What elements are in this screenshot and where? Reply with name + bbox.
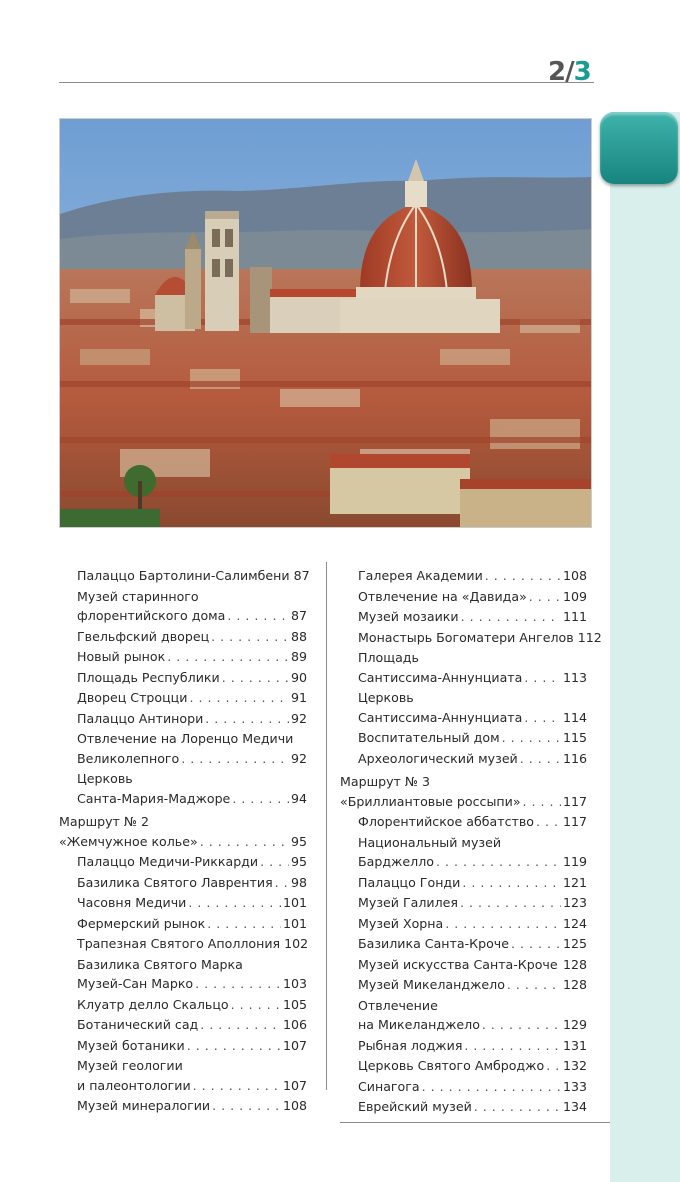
toc-page-number: 103 bbox=[282, 976, 307, 991]
toc-page-number: 116 bbox=[562, 750, 587, 766]
dot-leader bbox=[211, 627, 289, 647]
toc-entry-title: Музей искусства Санта-Кроче bbox=[358, 956, 558, 972]
header-rule bbox=[59, 82, 594, 83]
dot-leader bbox=[200, 1015, 281, 1035]
toc-entry[interactable] bbox=[340, 1056, 587, 1076]
toc-page-number: 124 bbox=[562, 915, 587, 931]
toc-entry-title: Отвлечение на «Давида» bbox=[358, 588, 527, 604]
toc-entry[interactable] bbox=[340, 975, 587, 995]
florence-cathedral-photo bbox=[59, 118, 592, 528]
dot-leader bbox=[560, 955, 561, 975]
toc-entry-title: Часовня Медичи bbox=[77, 895, 187, 910]
toc-page-number: 121 bbox=[562, 874, 587, 890]
chapter-tab[interactable] bbox=[600, 112, 678, 184]
toc-entry-title: Галерея Академии bbox=[358, 568, 483, 583]
toc-entry[interactable] bbox=[59, 852, 307, 872]
toc-entry-title: Палаццо Бартолини-Салимбени bbox=[77, 568, 290, 583]
toc-page-number: 87 bbox=[293, 568, 310, 583]
toc-page-number: 101 bbox=[282, 915, 307, 931]
column-divider bbox=[326, 562, 327, 1090]
toc-page-number: 105 bbox=[282, 996, 307, 1012]
dot-leader bbox=[529, 587, 561, 607]
toc-entry-title: Дворец Строцци bbox=[77, 690, 188, 705]
toc-entry[interactable] bbox=[340, 873, 587, 893]
toc-entry-title: Рыбная лоджия bbox=[358, 1037, 463, 1053]
toc-page-number: 94 bbox=[290, 790, 307, 806]
dot-leader bbox=[485, 566, 561, 586]
dot-leader bbox=[232, 789, 289, 809]
toc-page-number: 89 bbox=[290, 649, 307, 664]
dot-leader bbox=[193, 1076, 281, 1096]
toc-entry-title: Флорентийское аббатство bbox=[358, 814, 534, 829]
toc-entry-title-line: Национальный музей bbox=[358, 834, 502, 850]
dot-leader bbox=[187, 1036, 281, 1056]
toc-entry-title: Музей минералогии bbox=[77, 1098, 211, 1113]
dot-leader bbox=[436, 852, 561, 872]
dot-leader bbox=[460, 893, 561, 913]
toc-entry-title: «Жемчужное колье» bbox=[59, 833, 198, 849]
toc-entry-title: Еврейский музей bbox=[358, 1099, 472, 1114]
side-strip bbox=[610, 112, 680, 1182]
toc-entry[interactable] bbox=[59, 1096, 307, 1116]
toc-entry[interactable] bbox=[340, 648, 587, 687]
dot-leader bbox=[546, 1056, 561, 1076]
toc-entry-title: флорентийского дома bbox=[77, 608, 226, 623]
toc-entry-title: Музей-Сан Марко bbox=[77, 976, 194, 991]
dot-leader bbox=[275, 873, 289, 893]
toc-entry[interactable] bbox=[340, 955, 587, 975]
dot-leader bbox=[507, 975, 561, 995]
toc-entry[interactable] bbox=[340, 749, 587, 769]
toc-page-number: 133 bbox=[562, 1078, 587, 1094]
toc-entry[interactable] bbox=[340, 893, 587, 913]
dot-leader bbox=[461, 607, 561, 627]
toc-entry[interactable] bbox=[340, 1077, 587, 1097]
toc-entry-title: Монастырь Богоматери Ангелов bbox=[358, 629, 574, 645]
toc-entry-title: Музей Микеланджело bbox=[358, 977, 505, 992]
toc-page-number: 129 bbox=[562, 1017, 587, 1032]
toc-page-number: 128 bbox=[562, 977, 587, 992]
toc-entry-title: на Микеланджело bbox=[358, 1017, 480, 1032]
toc-entry[interactable] bbox=[340, 628, 602, 648]
toc-page-number: 132 bbox=[562, 1058, 587, 1073]
toc-entry-title-line: Музей старинного bbox=[77, 588, 199, 604]
dot-leader bbox=[200, 832, 289, 852]
dot-leader bbox=[474, 1097, 561, 1117]
dot-leader bbox=[260, 852, 289, 872]
toc-entry-title: Палаццо Антинори bbox=[77, 710, 204, 726]
toc-entry-title: Церковь Святого Амброджо bbox=[358, 1058, 545, 1073]
toc-page-number: 101 bbox=[282, 895, 307, 910]
toc-page-number: 117 bbox=[562, 814, 587, 829]
current-page: 2 bbox=[548, 57, 566, 87]
dot-leader bbox=[227, 606, 289, 626]
toc-entry[interactable] bbox=[59, 627, 307, 647]
toc-page-number: 107 bbox=[282, 1077, 307, 1093]
toc-page-number: 107 bbox=[282, 1037, 307, 1053]
toc-entry-title: Музей Хорна bbox=[358, 915, 444, 931]
toc-page-number: 108 bbox=[282, 1098, 307, 1113]
toc-entry[interactable] bbox=[59, 873, 307, 893]
toc-page-number: 109 bbox=[562, 588, 587, 604]
toc-entry-title: Воспитательный дом bbox=[358, 730, 500, 745]
dot-leader bbox=[520, 749, 561, 769]
toc-entry-title: Археологический музей bbox=[358, 750, 518, 766]
toc-left-column bbox=[59, 566, 310, 1117]
toc-page-number: 119 bbox=[562, 854, 587, 869]
toc-entry-title: Фермерский рынок bbox=[77, 915, 206, 931]
toc-entry-title: Клуатр делло Скальцо bbox=[77, 996, 229, 1012]
footer-rule bbox=[340, 1122, 610, 1123]
toc-entry[interactable] bbox=[59, 1015, 307, 1035]
dot-leader bbox=[195, 974, 281, 994]
toc-entry-title: Базилика Святого Лаврентия bbox=[77, 874, 273, 890]
toc-entry-title: «Бриллиантовые россыпи» bbox=[340, 793, 521, 809]
toc-entry-title: Санта-Мария-Маджоре bbox=[77, 790, 231, 806]
toc-page-number: 112 bbox=[577, 629, 602, 645]
toc-page-number: 98 bbox=[290, 874, 307, 890]
toc-page-number: 125 bbox=[562, 936, 587, 951]
toc-page-number: 87 bbox=[290, 608, 307, 623]
toc-page-number: 111 bbox=[562, 609, 587, 624]
dot-leader bbox=[231, 995, 281, 1015]
toc-entry-title: Палаццо Медичи-Риккарди bbox=[77, 854, 259, 869]
dot-leader bbox=[536, 812, 561, 832]
toc-entry[interactable] bbox=[340, 566, 587, 586]
dot-leader bbox=[524, 668, 561, 688]
toc-entry[interactable] bbox=[59, 668, 307, 688]
dot-leader bbox=[188, 893, 281, 913]
toc-page-number: 102 bbox=[284, 936, 309, 951]
toc-page-number: 90 bbox=[290, 669, 307, 685]
toc-entry[interactable] bbox=[59, 688, 307, 708]
dot-leader bbox=[502, 728, 561, 748]
toc-entry-title-line: Площадь bbox=[358, 650, 419, 665]
toc-entry[interactable] bbox=[59, 729, 307, 768]
toc-entry[interactable] bbox=[340, 1036, 587, 1056]
dot-leader bbox=[462, 873, 561, 893]
toc-page-number: 115 bbox=[562, 730, 587, 745]
dot-leader bbox=[205, 709, 289, 729]
toc-route-heading[interactable] bbox=[59, 812, 307, 851]
toc-entry-title: Музей Галилея bbox=[358, 895, 458, 910]
toc-entry[interactable] bbox=[340, 607, 587, 627]
dot-leader bbox=[207, 914, 281, 934]
dot-leader bbox=[523, 792, 561, 812]
toc-entry-title: Гвельфский дворец bbox=[77, 628, 210, 644]
toc-entry-title: Великолепного bbox=[77, 750, 180, 766]
toc-entry-title-line: Маршрут № 3 bbox=[340, 774, 431, 789]
toc-entry-title-line: Маршрут № 2 bbox=[59, 814, 150, 829]
dot-leader bbox=[189, 688, 289, 708]
toc-entry[interactable] bbox=[59, 934, 307, 954]
toc-page-number: 117 bbox=[562, 793, 587, 809]
toc-entry-title: Площадь Республики bbox=[77, 669, 220, 685]
dot-leader bbox=[524, 708, 561, 728]
toc-page-number: 128 bbox=[562, 956, 587, 972]
toc-route-heading[interactable] bbox=[340, 772, 587, 811]
toc-entry[interactable] bbox=[59, 914, 307, 934]
toc-entry[interactable] bbox=[59, 709, 307, 729]
toc-page-number: 131 bbox=[562, 1037, 587, 1053]
toc-page-number: 113 bbox=[562, 669, 587, 685]
toc-entry-title: Музей ботаники bbox=[77, 1037, 185, 1053]
toc-entry-title: Трапезная Святого Аполлония bbox=[77, 936, 281, 951]
toc-entry[interactable] bbox=[340, 688, 587, 727]
toc-right-column bbox=[340, 566, 602, 1118]
toc-page-number: 95 bbox=[290, 854, 307, 869]
toc-entry[interactable] bbox=[340, 587, 587, 607]
toc-entry-title-line: Церковь bbox=[358, 690, 414, 705]
toc-entry-title: Ботанический сад bbox=[77, 1017, 199, 1032]
dot-leader bbox=[445, 914, 561, 934]
toc-entry[interactable] bbox=[59, 647, 307, 667]
toc-page-number: 114 bbox=[562, 709, 587, 725]
toc-entry[interactable] bbox=[59, 1036, 307, 1056]
toc-entry[interactable] bbox=[340, 934, 587, 954]
dot-leader bbox=[167, 647, 289, 667]
toc-entry[interactable] bbox=[340, 833, 587, 872]
toc-entry[interactable] bbox=[59, 1056, 307, 1095]
toc-entry[interactable] bbox=[59, 995, 307, 1015]
toc-entry[interactable] bbox=[59, 893, 307, 913]
dot-leader bbox=[511, 934, 561, 954]
toc-entry[interactable] bbox=[340, 1097, 587, 1117]
toc-entry-title: Палаццо Гонди bbox=[358, 874, 461, 890]
toc-page-number: 91 bbox=[290, 690, 307, 705]
toc-page-number: 123 bbox=[562, 895, 587, 910]
dot-leader bbox=[422, 1077, 561, 1097]
toc-entry-title: Сантиссима-Аннунциата bbox=[358, 709, 523, 725]
page-separator: / bbox=[565, 57, 574, 87]
toc-entry[interactable] bbox=[340, 812, 587, 832]
toc-entry[interactable] bbox=[59, 955, 307, 994]
toc-page-number: 106 bbox=[282, 1017, 307, 1032]
dot-leader bbox=[464, 1036, 561, 1056]
toc-entry-title-line: Церковь bbox=[77, 771, 133, 786]
toc-entry-title: Синагога bbox=[358, 1078, 420, 1094]
toc-entry-title: Сантиссима-Аннунциата bbox=[358, 669, 523, 685]
toc-entry-title: Базилика Санта-Кроче bbox=[358, 936, 509, 951]
toc-page-number: 108 bbox=[562, 568, 587, 583]
dot-leader bbox=[181, 749, 289, 769]
toc-entry[interactable] bbox=[340, 996, 587, 1035]
dot-leader bbox=[482, 1015, 561, 1035]
total-pages: 3 bbox=[573, 57, 591, 87]
toc-entry-title-line: Музей геологии bbox=[77, 1058, 183, 1073]
toc-entry-title: Барджелло bbox=[358, 854, 434, 869]
toc-page-number: 92 bbox=[290, 750, 307, 766]
toc-entry-title: Новый рынок bbox=[77, 649, 166, 664]
toc-entry[interactable] bbox=[340, 914, 587, 934]
toc-page-number: 88 bbox=[290, 628, 307, 644]
toc-entry-title: и палеонтологии bbox=[77, 1077, 191, 1093]
toc-entry[interactable] bbox=[59, 587, 307, 626]
toc-page-number: 134 bbox=[562, 1099, 587, 1114]
toc-entry-title-line: Отвлечение на Лоренцо Медичи bbox=[77, 731, 294, 746]
toc-page-number: 95 bbox=[290, 833, 307, 849]
toc-entry-title: Музей мозаики bbox=[358, 609, 459, 624]
toc-entry-title-line: Базилика Святого Марка bbox=[77, 956, 243, 972]
toc-entry[interactable] bbox=[59, 769, 307, 808]
toc-entry[interactable] bbox=[340, 728, 587, 748]
toc-entry[interactable] bbox=[59, 566, 310, 586]
dot-leader bbox=[222, 668, 289, 688]
dot-leader bbox=[212, 1096, 281, 1116]
toc-page-number: 92 bbox=[290, 710, 307, 726]
toc-entry-title-line: Отвлечение bbox=[358, 997, 438, 1013]
